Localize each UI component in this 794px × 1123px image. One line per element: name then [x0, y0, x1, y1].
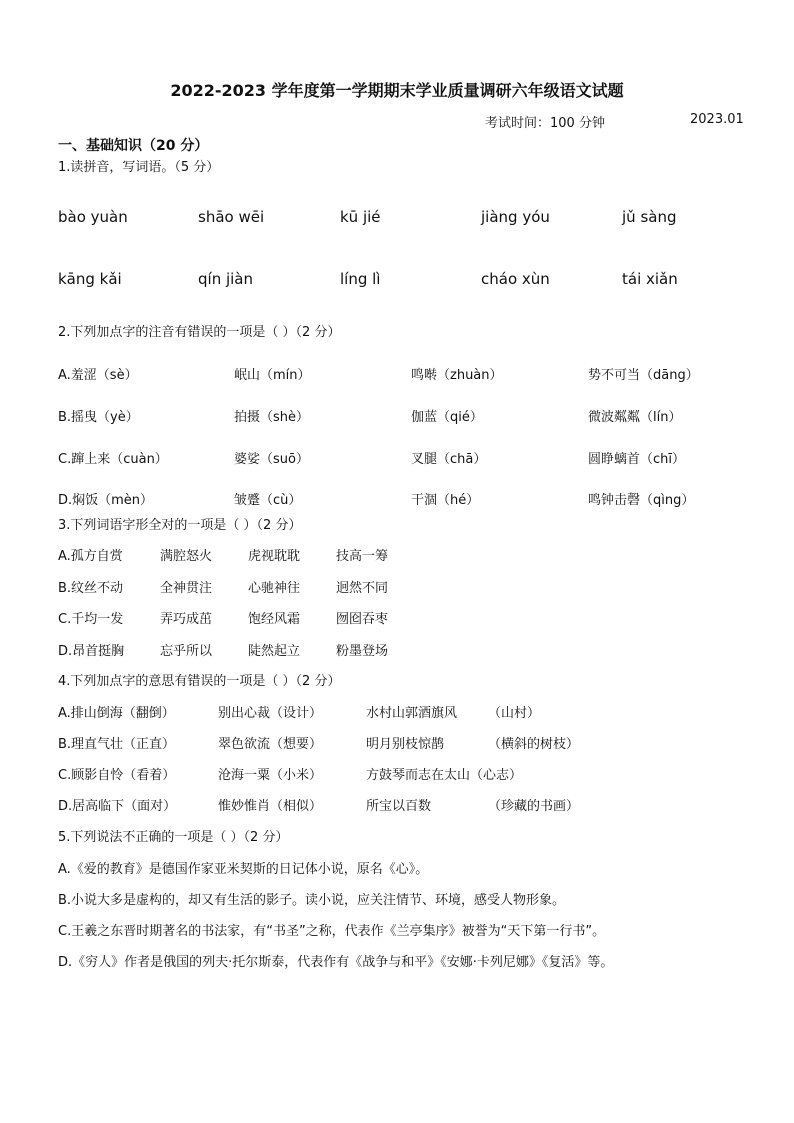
- pinyin-item: kū jié: [340, 208, 381, 226]
- option-cell: D.居高临下（面对）: [58, 799, 177, 814]
- option-cell: 饱经风霜: [248, 612, 301, 627]
- option-cell: 别出心裁（设计）: [218, 706, 323, 721]
- option-cell: D.昂首挺胸: [58, 644, 125, 659]
- section-heading: 一、基础知识（20 分）: [58, 138, 209, 154]
- question-5-stem: 5.下列说法不正确的一项是（ ）（2 分）: [58, 830, 289, 845]
- option-cell: 全神贯注: [160, 581, 213, 596]
- option-cell: 水村山郭酒旗风: [366, 706, 458, 721]
- option-cell: 鸣啭（zhuàn）: [411, 368, 503, 383]
- option-cell: 所宝以百数: [366, 799, 432, 814]
- question-3-stem: 3.下列词语字形全对的一项是（ ）（2 分）: [58, 518, 302, 533]
- option-cell: 婆娑（suō）: [234, 452, 309, 467]
- option-cell: C.千均一发: [58, 612, 124, 627]
- option-cell: 技高一筹: [336, 549, 389, 564]
- pinyin-item: jǔ sàng: [622, 208, 677, 226]
- option-cell: C.顾影自怜（看着）: [58, 768, 176, 783]
- pinyin-item: líng lì: [340, 270, 381, 288]
- option-cell: 翠色欲流（想要）: [218, 737, 323, 752]
- option-cell: 叉腿（chā）: [411, 452, 487, 467]
- option-cell: B.纹丝不动: [58, 581, 124, 596]
- option-cell: 圆睁螭首（chī）: [588, 452, 685, 467]
- option-cell: 弄巧成茁: [160, 612, 213, 627]
- question-1-stem: 1.读拼音，写词语。（5 分）: [58, 160, 220, 175]
- page-title: 2022-2023 学年度第一学期期末学业质量调研六年级语文试题: [170, 81, 624, 100]
- option-cell: 拍摄（shè）: [234, 410, 310, 425]
- option-line: D.《穷人》作者是俄国的列夫·托尔斯泰，代表作有《战争与和平》《安娜·卡列尼娜》《复活》等。: [58, 955, 614, 970]
- pinyin-item: kāng kǎi: [58, 270, 122, 288]
- option-cell: 明月别枝惊鹊: [366, 737, 445, 752]
- option-cell: （山村）: [488, 706, 541, 721]
- option-cell: A.羞涩（sè）: [58, 368, 138, 383]
- pinyin-item: bào yuàn: [58, 208, 128, 226]
- option-cell: 鸣钟击磬（qìng）: [588, 493, 695, 508]
- option-cell: B.理直气壮（正直）: [58, 737, 176, 752]
- option-cell: 方鼓琴而志在太山（心志）: [366, 768, 523, 783]
- option-cell: 惟妙惟肖（相似）: [218, 799, 323, 814]
- option-cell: A.孤方自赏: [58, 549, 123, 564]
- question-2-stem: 2.下列加点字的注音有错误的一项是（ ）（2 分）: [58, 325, 341, 340]
- option-cell: 干涸（hé）: [411, 493, 480, 508]
- option-cell: 满腔怒火: [160, 549, 213, 564]
- option-cell: （横斜的树枝）: [488, 737, 580, 752]
- option-cell: 迥然不同: [336, 581, 389, 596]
- pinyin-item: cháo xùn: [481, 270, 550, 288]
- option-cell: 微波粼粼（lín）: [588, 410, 682, 425]
- option-cell: 岷山（mín）: [234, 368, 311, 383]
- option-cell: 势不可当（dāng）: [588, 368, 699, 383]
- option-cell: 忘乎所以: [160, 644, 213, 659]
- option-line: B.小说大多是虚构的，却又有生活的影子。读小说，应关注情节、环境，感受人物形象。: [58, 893, 566, 908]
- option-cell: 心驰神往: [248, 581, 301, 596]
- exam-date: 2023.01: [690, 112, 744, 127]
- option-cell: 伽蓝（qié）: [411, 410, 483, 425]
- option-line: C.王羲之东晋时期著名的书法家，有“书圣”之称，代表作《兰亭集序》被誉为“天下第一行书”。: [58, 924, 606, 939]
- pinyin-item: qín jiàn: [198, 270, 253, 288]
- option-line: A.《爱的教育》是德国作家亚米契斯的日记体小说，原名《心》。: [58, 862, 429, 877]
- option-cell: 皱蹙（cù）: [234, 493, 302, 508]
- option-cell: C.蹿上来（cuàn）: [58, 452, 168, 467]
- pinyin-item: tái xiǎn: [622, 270, 678, 288]
- option-cell: 囫囵吞枣: [336, 612, 389, 627]
- option-cell: 粉墨登场: [336, 644, 389, 659]
- question-4-stem: 4.下列加点字的意思有错误的一项是（ ）（2 分）: [58, 674, 341, 689]
- pinyin-item: shāo wēi: [198, 208, 265, 226]
- exam-time: 考试时间：100 分钟: [485, 116, 605, 131]
- option-cell: D.焖饭（mèn）: [58, 493, 154, 508]
- pinyin-item: jiàng yóu: [481, 208, 550, 226]
- option-cell: B.摇曳（yè）: [58, 410, 139, 425]
- option-cell: A.排山倒海（翻倒）: [58, 706, 175, 721]
- option-cell: 陡然起立: [248, 644, 301, 659]
- option-cell: 沧海一粟（小米）: [218, 768, 323, 783]
- option-cell: （珍藏的书画）: [488, 799, 580, 814]
- option-cell: 虎视耽耽: [248, 549, 301, 564]
